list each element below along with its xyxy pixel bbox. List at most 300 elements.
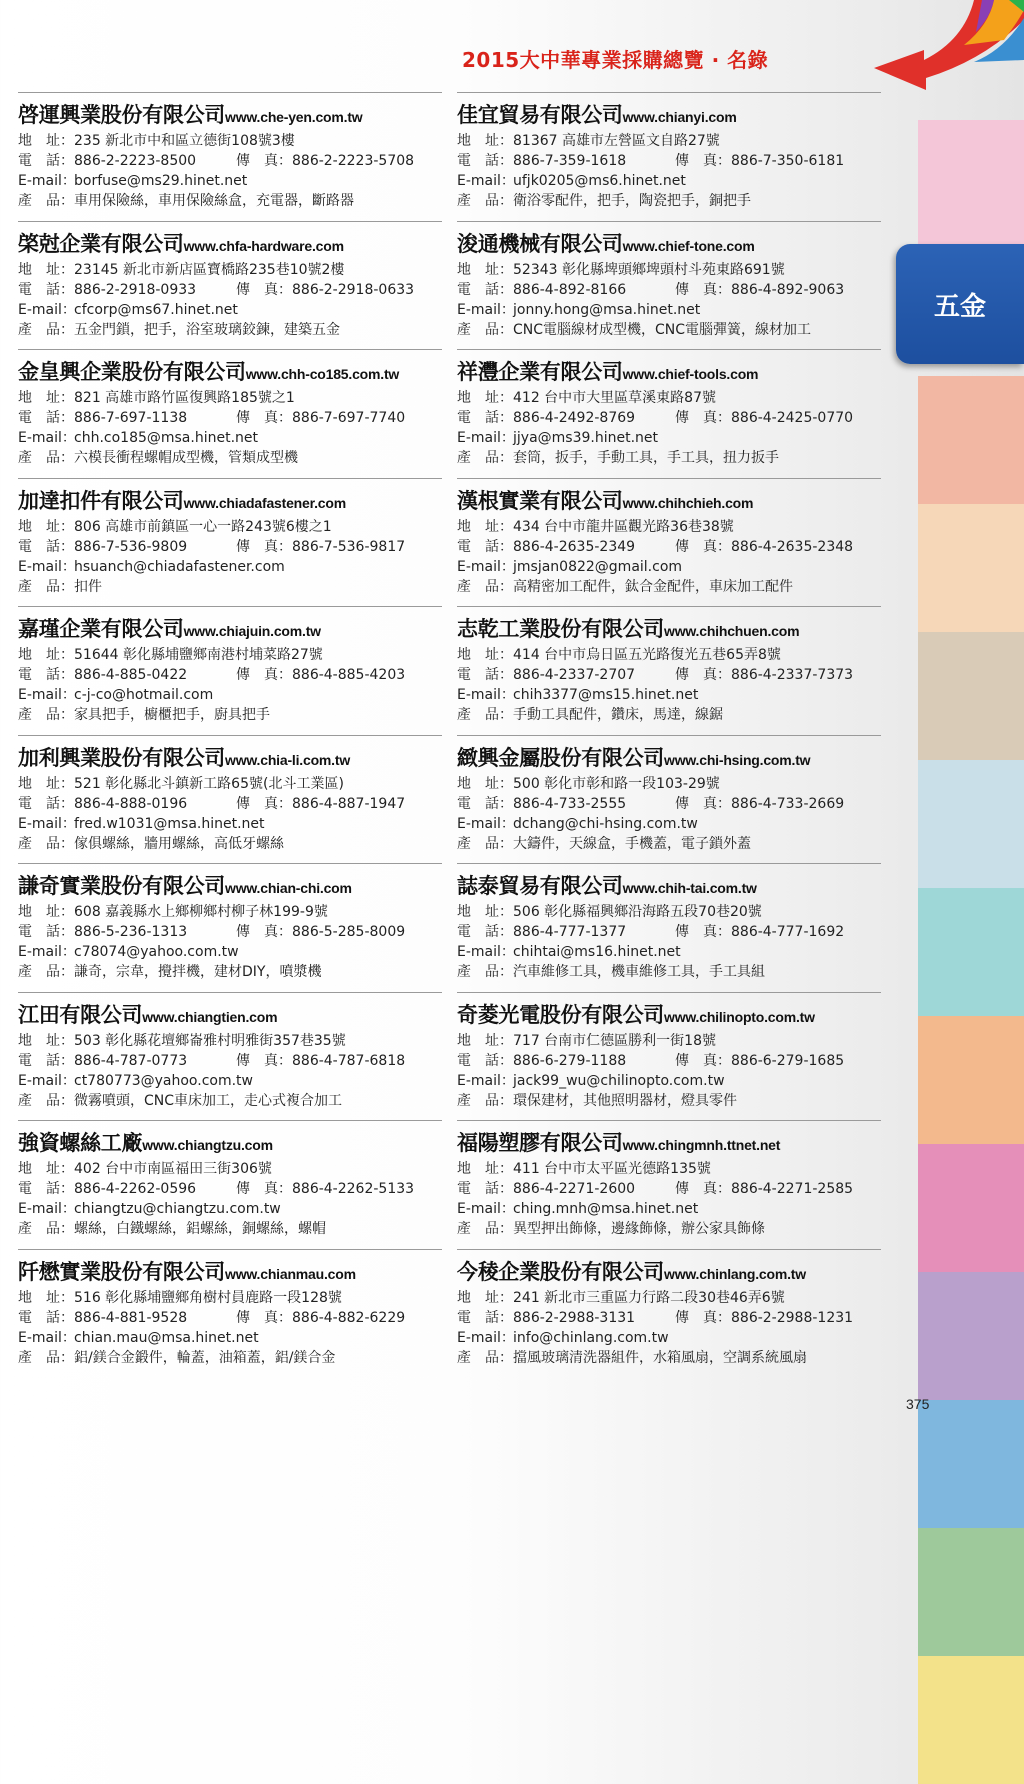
email-value[interactable]: c-j-co@hotmail.com — [74, 687, 214, 703]
fax-label: 傳 真： — [675, 1309, 731, 1326]
directory-column-left — [18, 92, 442, 1377]
product-value: 車用保險絲，車用保險絲盒，充電器，斷路器 — [74, 193, 354, 209]
phone-value: 886-4-2262-0596 — [74, 1181, 197, 1197]
email-label: E-mail： — [18, 1329, 76, 1346]
company-name-line — [457, 358, 881, 388]
phone-line — [18, 537, 442, 557]
address-value: 500 彰化市彰和路一段103-29號 — [513, 775, 720, 792]
fax-group — [675, 1179, 853, 1199]
product-line — [18, 834, 442, 854]
email-value[interactable]: dchang@chi-hsing.com.tw — [513, 815, 698, 832]
product-line — [457, 834, 881, 854]
email-label: E-mail： — [18, 558, 76, 575]
company-name-line — [457, 230, 881, 260]
email-value[interactable]: fred.w1031@msa.hinet.net — [74, 815, 265, 832]
phone-label: 電 話： — [457, 153, 513, 169]
fax-label: 傳 真： — [675, 667, 731, 683]
product-line — [18, 448, 442, 468]
product-value: 擋風玻璃清洗器組件，水箱風扇，空調系統風扇 — [513, 1349, 807, 1366]
email-line — [18, 1071, 442, 1091]
email-label: E-mail： — [457, 558, 515, 575]
company-entry — [457, 221, 881, 350]
fax-value: 886-4-892-9063 — [731, 281, 845, 298]
address-value: 235 新北市中和區立德街108號3樓 — [74, 133, 295, 149]
company-name: 嘉瑾企業有限公司 — [18, 617, 184, 641]
phone-value: 886-4-2337-2707 — [513, 667, 636, 683]
fax-group — [675, 665, 853, 685]
email-value[interactable]: info@chinlang.com.tw — [513, 1329, 669, 1346]
phone-label: 電 話： — [18, 538, 74, 555]
company-url[interactable]: www.chianyi.com — [622, 109, 737, 125]
fax-value: 886-4-887-1947 — [292, 795, 406, 812]
company-entry — [457, 735, 881, 864]
address-line — [457, 774, 881, 794]
company-name: 佳宜貿易有限公司 — [457, 103, 623, 127]
fax-label: 傳 真： — [675, 795, 731, 812]
product-value: 環保建材，其他照明器材，燈具零件 — [513, 1092, 737, 1109]
company-entry — [457, 1249, 881, 1378]
company-name-line — [18, 101, 442, 131]
email-line — [457, 1199, 881, 1219]
product-line — [18, 705, 442, 725]
email-line — [457, 814, 881, 834]
phone-value: 886-7-536-9809 — [74, 538, 188, 555]
company-url[interactable]: www.chiangtzu.com — [142, 1137, 273, 1153]
product-label: 產 品： — [457, 1221, 513, 1237]
phone-value: 886-7-359-1618 — [513, 153, 627, 169]
company-name-line — [457, 1129, 881, 1159]
address-label: 地 址： — [18, 133, 74, 149]
address-label: 地 址： — [18, 261, 74, 278]
email-line — [457, 171, 881, 191]
category-tab[interactable] — [918, 1016, 1024, 1144]
address-line — [18, 774, 442, 794]
company-name: 阡懋實業股份有限公司 — [18, 1259, 225, 1284]
company-name: 強資螺絲工廠 — [18, 1131, 143, 1155]
product-label: 產 品： — [18, 578, 74, 595]
company-url[interactable]: www.chh-co185.com.tw — [245, 366, 400, 382]
phone-label: 電 話： — [18, 924, 74, 940]
address-label: 地 址： — [457, 133, 513, 149]
address-label: 地 址： — [18, 647, 74, 663]
fax-group — [675, 1051, 844, 1071]
phone-label: 電 話： — [18, 1309, 74, 1326]
company-url[interactable]: www.chian-chi.com — [225, 880, 352, 896]
address-label: 地 址： — [18, 1161, 74, 1177]
fax-value: 886-4-882-6229 — [292, 1309, 406, 1326]
company-url[interactable]: www.chi-hsing.com.tw — [664, 751, 811, 768]
product-value: 謙奇，宗韋，攪拌機，建材DIY，噴漿機 — [74, 964, 322, 980]
email-line — [18, 171, 442, 191]
company-entry — [18, 478, 442, 607]
email-value[interactable]: jonny.hong@msa.hinet.net — [513, 301, 701, 318]
product-label: 產 品： — [457, 1349, 513, 1366]
phone-line — [457, 1179, 881, 1199]
fax-value: 886-4-787-6818 — [292, 1052, 406, 1069]
category-tab[interactable] — [918, 1272, 1024, 1400]
address-label: 地 址： — [18, 1289, 74, 1306]
email-label: E-mail： — [18, 944, 76, 960]
phone-line — [457, 1051, 881, 1071]
phone-value: 886-4-2635-2349 — [513, 538, 636, 555]
fax-value: 886-2-2223-5708 — [292, 153, 415, 169]
product-label: 產 品： — [457, 1092, 513, 1109]
fax-group — [236, 537, 405, 557]
fax-value: 886-4-777-1692 — [731, 924, 845, 940]
product-line — [457, 191, 881, 211]
phone-label: 電 話： — [457, 1309, 513, 1326]
phone-value: 886-4-2492-8769 — [513, 410, 636, 426]
company-url[interactable]: www.chiajuin.com.tw — [183, 623, 321, 639]
address-line — [18, 388, 442, 408]
product-label: 產 品： — [18, 1349, 74, 1366]
address-label: 地 址： — [457, 1161, 513, 1177]
address-value: 516 彰化縣埔鹽鄉角樹村員鹿路一段128號 — [74, 1289, 342, 1306]
phone-line — [457, 151, 881, 171]
product-value: 微霧噴頭，CNC車床加工，走心式複合加工 — [74, 1092, 343, 1109]
email-label: E-mail： — [18, 173, 76, 189]
address-line — [457, 902, 881, 922]
email-label: E-mail： — [18, 687, 76, 703]
email-value[interactable]: ching.mnh@msa.hinet.net — [513, 1201, 699, 1217]
header-title: 2015大中華專業採購總覽 · 名錄 — [462, 48, 769, 72]
product-label: 產 品： — [18, 964, 74, 980]
fax-value: 886-4-2271-2585 — [731, 1181, 854, 1197]
address-value: 608 嘉義縣水上鄉柳鄉村柳子林199-9號 — [74, 904, 328, 920]
product-line — [457, 1348, 881, 1368]
email-label: E-mail： — [457, 687, 515, 703]
email-label: E-mail： — [18, 301, 76, 318]
address-label: 地 址： — [457, 775, 513, 792]
address-label: 地 址： — [457, 518, 513, 535]
phone-value: 886-4-888-0196 — [74, 795, 188, 812]
category-tab[interactable] — [918, 760, 1024, 888]
phone-label: 電 話： — [457, 1052, 513, 1069]
address-line — [457, 645, 881, 665]
page-number: 375 — [906, 1396, 930, 1412]
address-value: 412 台中市大里區草溪東路87號 — [513, 390, 716, 406]
product-value: 高精密加工配件，鈦合金配件，車床加工配件 — [513, 578, 793, 595]
company-url[interactable]: www.chianmau.com — [225, 1265, 356, 1282]
address-value: 717 台南市仁德區勝利一街18號 — [513, 1032, 716, 1049]
fax-group — [675, 408, 853, 428]
phone-label: 電 話： — [457, 281, 513, 298]
fax-label: 傳 真： — [236, 410, 292, 426]
address-label: 地 址： — [457, 261, 513, 278]
company-name: 謙奇實業股份有限公司 — [18, 874, 225, 898]
company-entry — [457, 1120, 881, 1249]
product-label: 產 品： — [18, 450, 74, 466]
email-line — [457, 300, 881, 320]
phone-line — [18, 280, 442, 300]
phone-value: 886-4-787-0773 — [74, 1052, 188, 1069]
phone-label: 電 話： — [18, 281, 74, 298]
email-line — [18, 685, 442, 705]
email-line — [457, 1071, 881, 1091]
email-value[interactable]: borfuse@ms29.hinet.net — [74, 173, 248, 189]
address-line — [457, 1031, 881, 1051]
company-name-line — [457, 872, 881, 902]
company-entry — [457, 606, 881, 735]
email-label: E-mail： — [18, 430, 76, 446]
fax-group — [675, 1308, 853, 1328]
company-name-line — [18, 1129, 442, 1159]
email-line — [18, 428, 442, 448]
product-line — [457, 962, 881, 982]
product-value: 衛浴零配件，把手，陶瓷把手，銅把手 — [513, 193, 751, 209]
company-name: 奇菱光電股份有限公司 — [457, 1002, 664, 1027]
email-value[interactable]: hsuanch@chiadafastener.com — [74, 558, 285, 575]
address-label: 地 址： — [457, 647, 513, 663]
company-name-line — [18, 872, 442, 902]
company-entry — [457, 349, 881, 478]
company-entry — [18, 92, 442, 221]
address-value: 506 彰化縣福興鄉沿海路五段70巷20號 — [513, 904, 762, 920]
fax-label: 傳 真： — [675, 924, 731, 940]
phone-line — [457, 665, 881, 685]
product-value: 異型押出飾條，邊緣飾條，辦公家具飾條 — [513, 1221, 765, 1237]
category-tab[interactable] — [918, 888, 1024, 1016]
company-entry — [18, 1120, 442, 1249]
email-line — [18, 557, 442, 577]
company-name-line — [457, 744, 881, 774]
email-value[interactable]: ufjk0205@ms6.hinet.net — [513, 173, 686, 189]
phone-line — [18, 922, 442, 942]
email-label: E-mail： — [457, 430, 515, 446]
category-tab[interactable] — [918, 1400, 1024, 1528]
product-label: 產 品： — [457, 964, 513, 980]
email-value[interactable]: chihtai@ms16.hinet.net — [513, 944, 681, 960]
product-line — [457, 1091, 881, 1111]
company-url[interactable]: www.che-yen.com.tw — [225, 109, 363, 125]
company-name-line — [457, 487, 881, 517]
phone-label: 電 話： — [457, 795, 513, 812]
fax-value: 886-5-285-8009 — [292, 924, 406, 940]
fax-label: 傳 真： — [236, 795, 292, 812]
product-value: 六模長衝程螺帽成型機，管類成型機 — [74, 450, 298, 466]
product-value: 手動工具配件，鑽床，馬達，線鋸 — [513, 707, 723, 723]
product-label: 產 品： — [457, 578, 513, 595]
company-name: 加利興業股份有限公司 — [18, 745, 225, 770]
category-tab[interactable] — [918, 1528, 1024, 1656]
address-value: 241 新北市三重區力行路二段30巷46弄6號 — [513, 1289, 785, 1306]
company-name-line — [18, 1258, 442, 1288]
address-line — [457, 260, 881, 280]
company-entry — [18, 349, 442, 478]
phone-line — [457, 537, 881, 557]
company-url[interactable]: www.chinlang.com.tw — [664, 1265, 806, 1282]
phone-label: 電 話： — [457, 410, 513, 426]
email-line — [457, 557, 881, 577]
fax-label: 傳 真： — [675, 538, 731, 555]
phone-value: 886-4-881-9528 — [74, 1309, 188, 1326]
fax-label: 傳 真： — [236, 924, 292, 940]
phone-line — [457, 922, 881, 942]
address-line — [18, 260, 442, 280]
phone-value: 886-5-236-1313 — [74, 924, 188, 940]
address-line — [18, 1031, 442, 1051]
email-value[interactable]: jack99_wu@chilinopto.com.tw — [513, 1072, 725, 1089]
product-line — [18, 962, 442, 982]
address-line — [457, 1288, 881, 1308]
company-name: 棨尅企業有限公司 — [18, 231, 184, 256]
address-label: 地 址： — [18, 1032, 74, 1049]
product-line — [18, 1091, 442, 1111]
phone-label: 電 話： — [18, 667, 74, 683]
product-label: 產 品： — [457, 450, 513, 466]
company-entry — [18, 863, 442, 992]
fax-group — [236, 280, 414, 300]
phone-label: 電 話： — [18, 795, 74, 812]
company-entry — [457, 92, 881, 221]
email-label: E-mail： — [457, 1329, 515, 1346]
phone-line — [457, 794, 881, 814]
phone-label: 電 話： — [18, 1052, 74, 1069]
product-label: 產 品： — [18, 1092, 74, 1109]
address-line — [457, 131, 881, 151]
email-value[interactable]: chih3377@ms15.hinet.net — [513, 687, 699, 703]
product-label: 產 品： — [457, 321, 513, 338]
company-name-line — [457, 615, 881, 645]
address-label: 地 址： — [457, 390, 513, 406]
tab-hardware[interactable]: 五金 — [896, 244, 1024, 364]
fax-label: 傳 真： — [675, 1181, 731, 1197]
email-line — [457, 428, 881, 448]
company-url[interactable]: www.chfa-hardware.com — [183, 237, 344, 254]
address-value: 411 台中市太平區光德路135號 — [513, 1161, 711, 1177]
company-url[interactable]: www.chiangtien.com — [142, 1008, 278, 1025]
phone-value: 886-2-2988-3131 — [513, 1309, 636, 1326]
email-value[interactable]: jjya@ms39.hinet.net — [513, 430, 659, 446]
email-value[interactable]: jmsjan0822@gmail.com — [513, 558, 683, 575]
company-entry — [18, 1249, 442, 1378]
category-tab[interactable] — [918, 376, 1024, 504]
email-value[interactable]: chian.mau@msa.hinet.net — [74, 1329, 259, 1346]
company-url[interactable]: www.chilinopto.com.tw — [664, 1008, 815, 1025]
email-line — [18, 814, 442, 834]
fax-label: 傳 真： — [236, 1181, 292, 1197]
phone-value: 886-2-2918-0933 — [74, 281, 197, 298]
company-url[interactable]: www.chihchuen.com — [664, 623, 800, 639]
company-url[interactable]: www.chiadafastener.com — [183, 494, 346, 511]
phone-label: 電 話： — [18, 1181, 74, 1197]
address-value: 81367 高雄市左營區文自路27號 — [513, 133, 720, 149]
product-label: 產 品： — [457, 707, 513, 723]
category-tab[interactable] — [918, 1144, 1024, 1272]
phone-line — [18, 408, 442, 428]
product-value: 套筒，扳手，手動工具，手工具，扭力扳手 — [513, 450, 779, 466]
fax-value: 886-7-350-6181 — [731, 153, 845, 169]
fax-label: 傳 真： — [236, 538, 292, 555]
company-entry — [18, 221, 442, 350]
phone-label: 電 話： — [18, 410, 74, 426]
fax-value: 886-4-885-4203 — [292, 667, 406, 683]
email-label: E-mail： — [457, 1072, 515, 1089]
phone-line — [18, 665, 442, 685]
email-line — [18, 1328, 442, 1348]
address-line — [18, 645, 442, 665]
product-value: 汽車維修工具，機車維修工具，手工具組 — [513, 964, 765, 980]
category-tab[interactable] — [918, 1656, 1024, 1784]
company-url[interactable]: www.chingmnh.ttnet.net — [622, 1137, 781, 1153]
address-value: 414 台中市烏日區五光路復光五巷65弄8號 — [513, 647, 781, 663]
address-line — [18, 1288, 442, 1308]
fax-value: 886-2-2918-0633 — [292, 281, 415, 298]
company-url[interactable]: www.chief-tools.com — [622, 366, 759, 382]
company-url[interactable]: www.chih-tai.com.tw — [622, 880, 757, 896]
fax-group — [675, 280, 844, 300]
fax-label: 傳 真： — [236, 667, 292, 683]
email-value[interactable]: chh.co185@msa.hinet.net — [74, 430, 259, 446]
fax-value: 886-4-2635-2348 — [731, 538, 854, 555]
product-value: 鋁/鎂合金鍛件，輪蓋，油箱蓋，鋁/鎂合金 — [74, 1349, 336, 1366]
fax-value: 886-4-2425-0770 — [731, 410, 854, 426]
email-label: E-mail： — [18, 1072, 76, 1089]
company-name: 江田有限公司 — [18, 1002, 143, 1027]
address-label: 地 址： — [18, 904, 74, 920]
product-line — [457, 577, 881, 597]
product-line — [18, 191, 442, 211]
product-label: 產 品： — [18, 707, 74, 723]
fax-label: 傳 真： — [236, 1052, 292, 1069]
fax-label: 傳 真： — [675, 1052, 731, 1069]
company-url[interactable]: www.chihchieh.com — [622, 494, 754, 511]
phone-value: 886-4-892-8166 — [513, 281, 627, 298]
email-line — [18, 300, 442, 320]
fax-group — [236, 1051, 405, 1071]
fax-group — [675, 151, 844, 171]
email-line — [457, 1328, 881, 1348]
email-value[interactable]: ct780773@yahoo.com.tw — [74, 1072, 253, 1089]
product-value: 傢俱螺絲，牆用螺絲，高低牙螺絲 — [74, 835, 284, 852]
fax-group — [675, 794, 844, 814]
category-tab[interactable] — [918, 632, 1024, 760]
phone-label: 電 話： — [457, 538, 513, 555]
company-url[interactable]: www.chia-li.com.tw — [225, 751, 351, 768]
fax-label: 傳 真： — [675, 410, 731, 426]
fax-value: 886-6-279-1685 — [731, 1052, 845, 1069]
phone-line — [18, 151, 442, 171]
address-value: 52343 彰化縣埤頭鄉埤頭村斗苑東路691號 — [513, 261, 785, 278]
company-name-line — [18, 358, 442, 388]
company-entry — [457, 478, 881, 607]
fax-label: 傳 真： — [236, 1309, 292, 1326]
company-name-line — [18, 1001, 442, 1031]
email-value[interactable]: cfcorp@ms67.hinet.net — [74, 301, 238, 318]
email-value[interactable]: chiangtzu@chiangtzu.com.tw — [74, 1201, 281, 1217]
product-line — [457, 320, 881, 340]
phone-line — [18, 1308, 442, 1328]
fax-value: 886-7-697-7740 — [292, 410, 406, 426]
product-label: 產 品： — [457, 835, 513, 852]
company-url[interactable]: www.chief-tone.com — [622, 237, 755, 254]
fax-group — [236, 1308, 405, 1328]
email-line — [18, 942, 442, 962]
email-value[interactable]: c78074@yahoo.com.tw — [74, 944, 239, 960]
email-label: E-mail： — [457, 815, 515, 832]
company-name: 金皇興企業股份有限公司 — [18, 360, 246, 384]
company-name: 漢根實業有限公司 — [457, 488, 623, 513]
email-label: E-mail： — [457, 1201, 515, 1217]
address-label: 地 址： — [18, 518, 74, 535]
product-line — [457, 448, 881, 468]
address-value: 434 台中市龍井區觀光路36巷38號 — [513, 518, 734, 535]
category-tab[interactable] — [918, 504, 1024, 632]
address-value: 521 彰化縣北斗鎮新工路65號(北斗工業區) — [74, 775, 344, 792]
product-value: 螺絲，白鐵螺絲，鋁螺絲，銅螺絲，螺帽 — [74, 1221, 326, 1237]
phone-line — [457, 280, 881, 300]
company-entry — [457, 863, 881, 992]
